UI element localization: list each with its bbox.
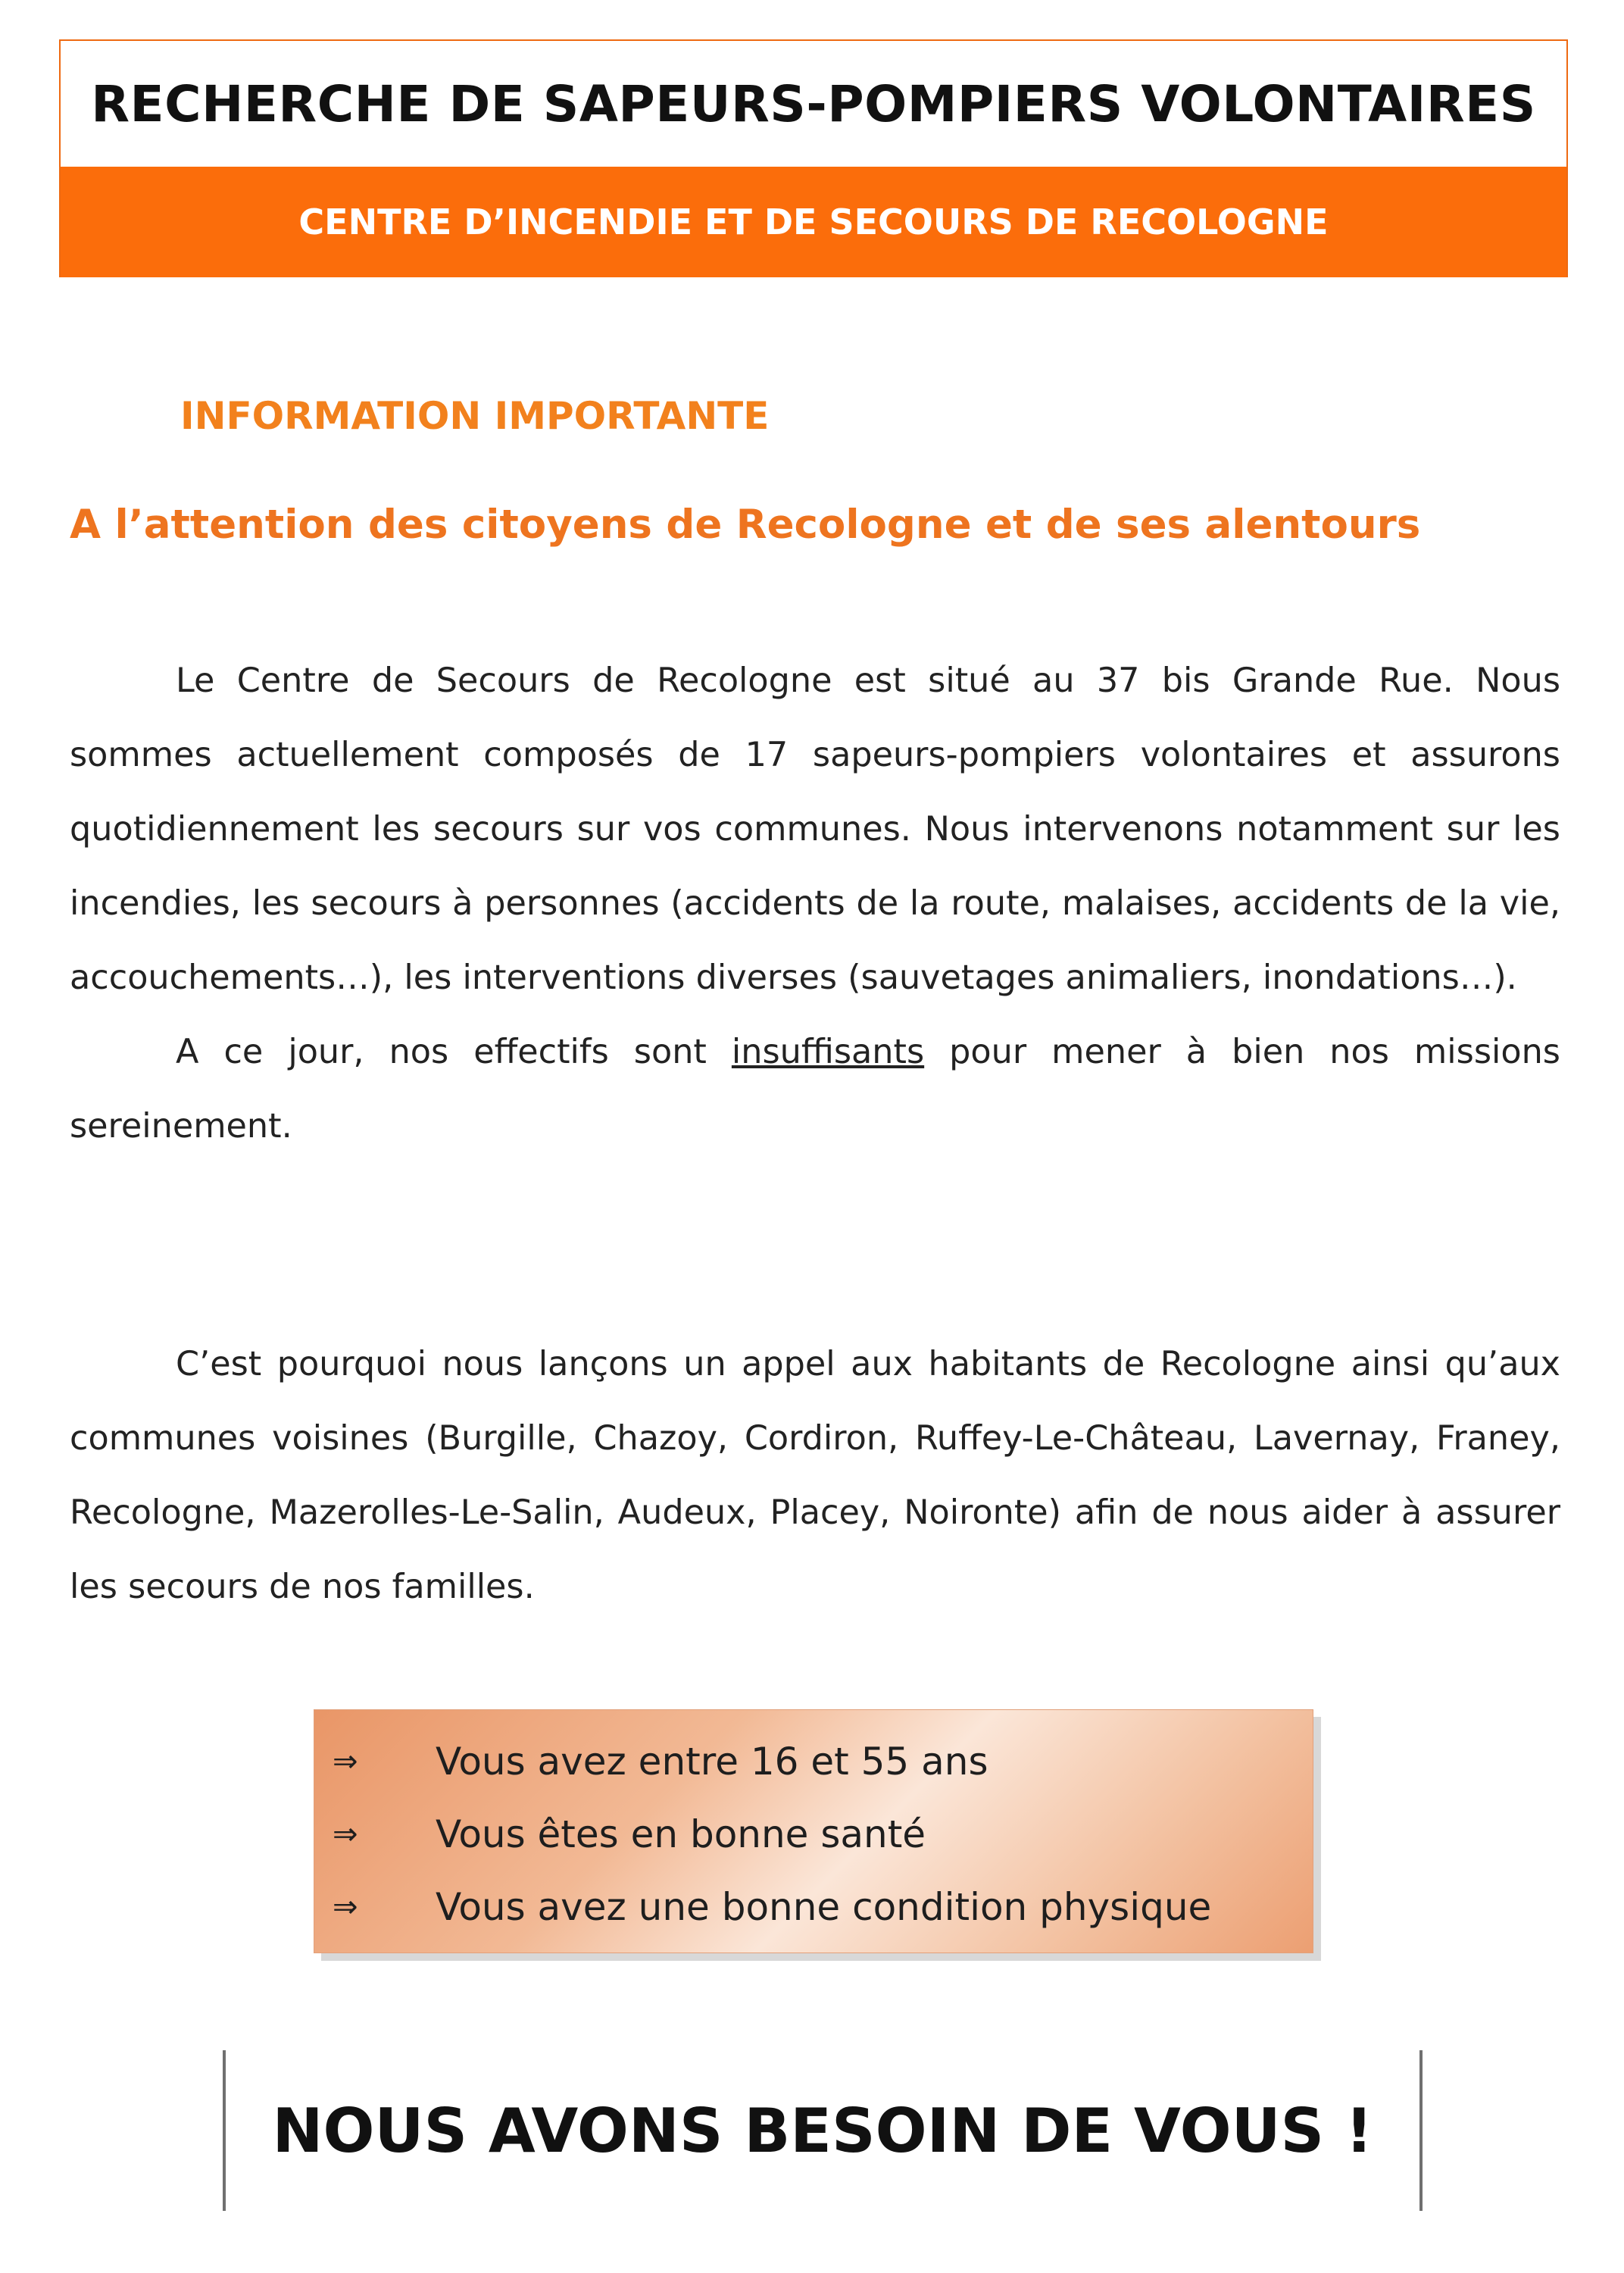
- staffing-text-after: pour mener à bien nos missions sereinement.: [70, 1033, 1560, 1146]
- condition-text: Vous avez une bonne condition physique: [436, 1885, 1212, 1929]
- condition-text: Vous avez entre 16 et 55 ans: [436, 1740, 988, 1784]
- page-title: RECHERCHE DE SAPEURS-POMPIERS VOLONTAIRES: [91, 74, 1536, 133]
- condition-item: [314, 1871, 1313, 1943]
- closing-callout: [223, 2050, 1423, 2211]
- arrow-right-icon: ⇒: [333, 1744, 358, 1779]
- conditions-box: [314, 1709, 1313, 1953]
- arrow-right-icon: ⇒: [333, 1890, 358, 1924]
- staffing-paragraph: [70, 1015, 1560, 1164]
- appeal-paragraph: C’est pourquoi nous lançons un appel aux habitants de Recologne ainsi qu’aux communes voisines (Burgille, Chazoy, Cordiron, Ruffey-Le-Château, Lavernay, Franey, Recologne, Mazerolles-Le-Salin, Audeux, Placey, Noironte) afin de nous aider à assurer les secours de nos familles.: [70, 1345, 1560, 1606]
- header-box: [59, 39, 1568, 277]
- condition-text: Vous êtes en bonne santé: [436, 1812, 926, 1856]
- attention-heading: A l’attention des citoyens de Recologne et de ses alentours: [70, 502, 1421, 548]
- closing-heading: NOUS AVONS BESOIN DE VOUS !: [272, 2095, 1373, 2166]
- header-subtitle-band: CENTRE D’INCENDIE ET DE SECOURS DE RECOLOGNE: [61, 167, 1566, 277]
- staffing-text-before: A ce jour, nos effectifs sont: [176, 1033, 732, 1071]
- condition-item: [314, 1725, 1313, 1798]
- condition-item: [314, 1798, 1313, 1871]
- arrow-right-icon: ⇒: [333, 1817, 358, 1852]
- intro-text-block: [70, 644, 1560, 1164]
- intro-paragraph: Le Centre de Secours de Recologne est situé au 37 bis Grande Rue. Nous sommes actuellement composés de 17 sapeurs-pompiers volontaires et assurons quotidiennement les secours sur vos communes. Nous intervenons notamment sur les incendies, les secours à personnes (accidents de la route, malaises, accidents de la vie, accouchements…), les interventions diverses (sauvetages animaliers, inondations…).: [70, 661, 1560, 997]
- staffing-underlined-word: insuffisants: [731, 1033, 925, 1071]
- appeal-text-block: [70, 1327, 1560, 1624]
- info-heading: INFORMATION IMPORTANTE: [180, 394, 770, 438]
